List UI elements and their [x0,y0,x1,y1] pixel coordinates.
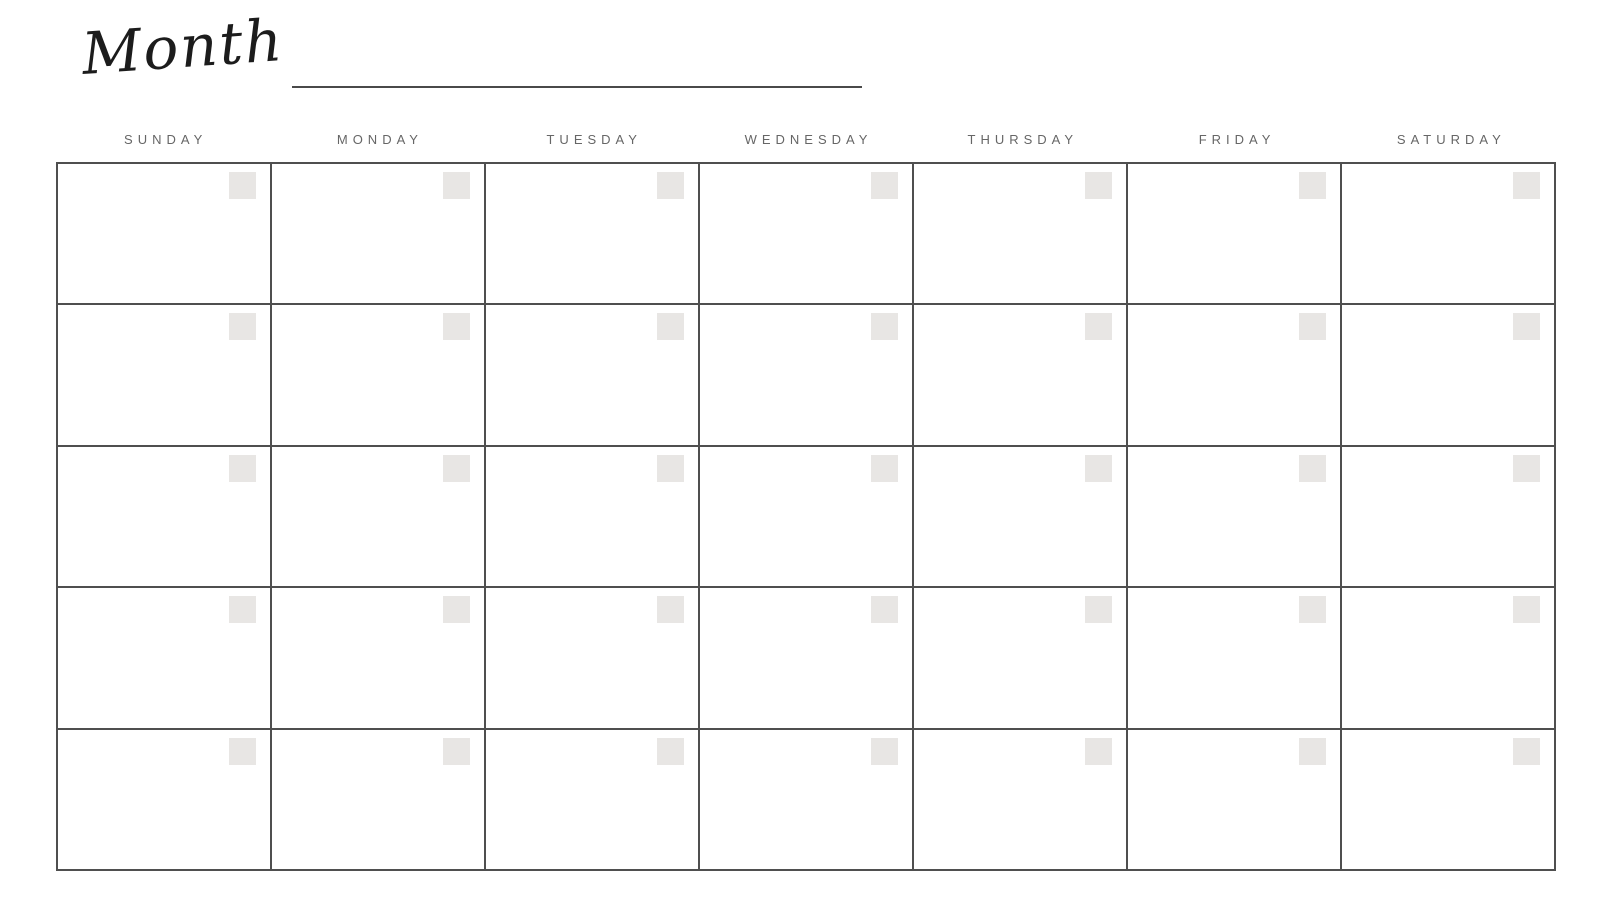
date-placeholder-square [443,596,470,623]
date-placeholder-square [657,172,684,199]
date-placeholder-square [443,313,470,340]
date-placeholder-square [657,313,684,340]
date-placeholder-square [1085,738,1112,765]
calendar-cell-r4-c6[interactable] [1128,588,1340,727]
month-script-title: Month [79,5,287,88]
weekday-label-tuesday: TUESDAY [546,132,642,147]
calendar-cell-r3-c3[interactable] [486,447,698,586]
date-placeholder-square [1085,455,1112,482]
calendar-cell-r2-c7[interactable] [1342,305,1554,444]
date-placeholder-square [1513,596,1540,623]
date-placeholder-square [1299,313,1326,340]
calendar-cell-r4-c2[interactable] [272,588,484,727]
calendar-cell-r1-c3[interactable] [486,164,698,303]
calendar-cell-r1-c5[interactable] [914,164,1126,303]
calendar-cell-r3-c2[interactable] [272,447,484,586]
calendar-cell-r2-c1[interactable] [58,305,270,444]
calendar-cell-r3-c7[interactable] [1342,447,1554,586]
date-placeholder-square [1085,172,1112,199]
date-placeholder-square [1299,172,1326,199]
calendar-cell-r5-c2[interactable] [272,730,484,869]
calendar-cell-r1-c2[interactable] [272,164,484,303]
calendar-cell-r5-c4[interactable] [700,730,912,869]
calendar-cell-r4-c4[interactable] [700,588,912,727]
date-placeholder-square [229,313,256,340]
calendar-grid [56,162,1556,871]
date-placeholder-square [657,738,684,765]
date-placeholder-square [1513,455,1540,482]
weekday-label-sunday: SUNDAY [124,132,208,147]
date-placeholder-square [871,172,898,199]
date-placeholder-square [657,455,684,482]
calendar-cell-r4-c7[interactable] [1342,588,1554,727]
date-placeholder-square [1299,738,1326,765]
date-placeholder-square [229,172,256,199]
date-placeholder-square [871,455,898,482]
date-placeholder-square [1513,738,1540,765]
calendar-cell-r2-c4[interactable] [700,305,912,444]
date-placeholder-square [443,172,470,199]
weekday-label-monday: MONDAY [336,132,423,147]
date-placeholder-square [1299,596,1326,623]
calendar-cell-r5-c5[interactable] [914,730,1126,869]
weekday-label-friday: FRIDAY [1198,132,1276,147]
date-placeholder-square [229,596,256,623]
date-placeholder-square [1513,313,1540,340]
weekday-label-thursday: THURSDAY [967,132,1079,147]
date-placeholder-square [657,596,684,623]
weekday-header-row [56,132,1556,147]
calendar-cell-r1-c1[interactable] [58,164,270,303]
calendar-cell-r2-c6[interactable] [1128,305,1340,444]
calendar-cell-r3-c6[interactable] [1128,447,1340,586]
date-placeholder-square [871,596,898,623]
calendar-cell-r3-c5[interactable] [914,447,1126,586]
month-fill-in-line[interactable] [292,60,862,88]
date-placeholder-square [871,313,898,340]
calendar-cell-r5-c7[interactable] [1342,730,1554,869]
date-placeholder-square [1299,455,1326,482]
date-placeholder-square [229,738,256,765]
calendar-cell-r1-c6[interactable] [1128,164,1340,303]
calendar-cell-r1-c4[interactable] [700,164,912,303]
calendar-cell-r5-c1[interactable] [58,730,270,869]
calendar-cell-r5-c3[interactable] [486,730,698,869]
weekday-label-saturday: SATURDAY [1396,132,1506,147]
calendar-cell-r2-c3[interactable] [486,305,698,444]
calendar-cell-r4-c5[interactable] [914,588,1126,727]
calendar-cell-r5-c6[interactable] [1128,730,1340,869]
date-placeholder-square [1513,172,1540,199]
calendar-cell-r3-c4[interactable] [700,447,912,586]
calendar-cell-r2-c2[interactable] [272,305,484,444]
calendar-cell-r4-c1[interactable] [58,588,270,727]
date-placeholder-square [871,738,898,765]
date-placeholder-square [1085,313,1112,340]
calendar-cell-r3-c1[interactable] [58,447,270,586]
calendar-cell-r2-c5[interactable] [914,305,1126,444]
date-placeholder-square [443,738,470,765]
date-placeholder-square [229,455,256,482]
calendar-cell-r4-c3[interactable] [486,588,698,727]
weekday-label-wednesday: WEDNESDAY [744,132,873,147]
calendar-cell-r1-c7[interactable] [1342,164,1554,303]
date-placeholder-square [443,455,470,482]
date-placeholder-square [1085,596,1112,623]
